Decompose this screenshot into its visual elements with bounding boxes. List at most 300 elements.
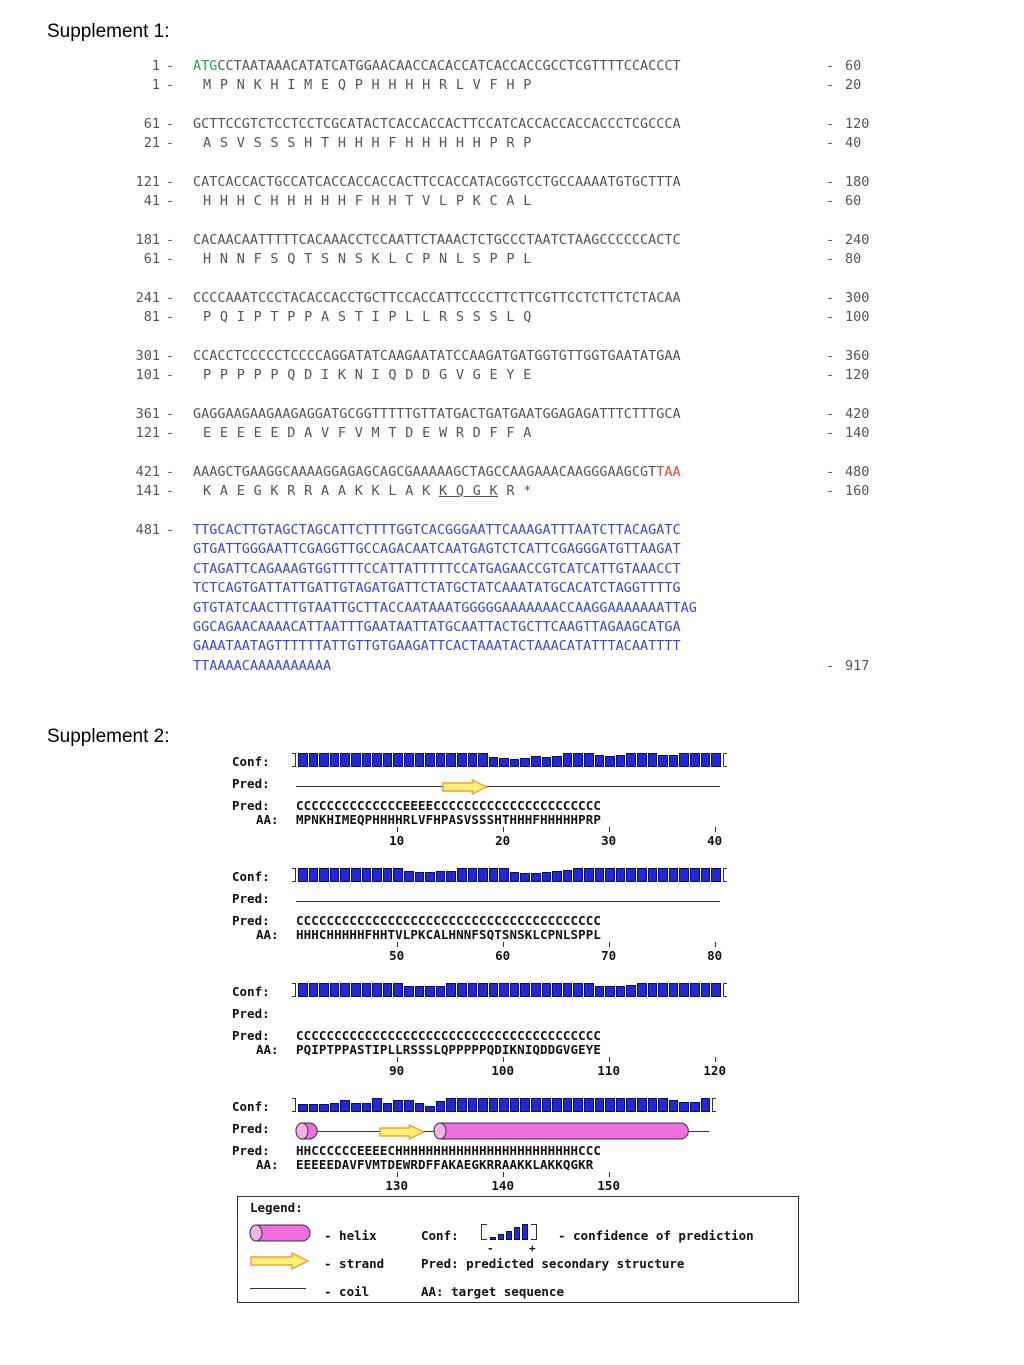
conf-bracket: [292, 983, 296, 997]
nucleotide-text: CATCACCACTGCCATCACCACCACCACTTCCACCATACGGTCCTGCCAAAATGTGCTTTA: [193, 174, 681, 190]
aa-label: AA:: [256, 1042, 279, 1057]
confidence-segment: [520, 873, 530, 882]
dash: -: [166, 425, 175, 441]
confidence-segment: [436, 986, 446, 997]
tick-label: 70: [601, 948, 617, 963]
tick-label: 40: [707, 833, 723, 848]
tick-mark: [397, 827, 398, 832]
confidence-segment: [362, 753, 372, 767]
coil-line: [296, 901, 720, 902]
dash: -: [166, 464, 175, 480]
legend-conf-desc: - confidence of prediction: [558, 1228, 754, 1243]
sequence-row-pair: [0, 113, 1024, 171]
confidence-segment: [457, 868, 467, 882]
confidence-segment: [605, 868, 615, 882]
pred-label: Pred:: [232, 1121, 270, 1136]
aa-start-number: 81: [143, 309, 160, 325]
confidence-segment: [520, 758, 530, 767]
tick-mark: [503, 827, 504, 832]
nt-end-number: 60: [845, 58, 862, 74]
confidence-segment: [510, 983, 520, 997]
nucleotide-sequence: [193, 115, 681, 134]
confidence-segment: [679, 868, 689, 882]
confidence-segment: [648, 868, 658, 882]
nucleotide-text: CACAACAATTTTTCACAAACCTCCAATTCTAAACTCTGCCCTAATCTAAGCCCCCCACTC: [193, 232, 681, 248]
conf-label: Conf:: [232, 869, 270, 884]
confidence-segment: [701, 1098, 711, 1112]
pred-label: Pred:: [232, 913, 270, 928]
conf-bracket: [292, 1098, 296, 1112]
dash: -: [826, 309, 835, 325]
nt-end-number: 180: [845, 174, 870, 190]
confidence-segment: [362, 868, 372, 882]
pred-label: Pred:: [232, 891, 270, 906]
legend-plus: +: [529, 1242, 536, 1255]
confidence-segment: [372, 753, 382, 767]
confidence-segment: [690, 753, 700, 767]
confidence-segment: [552, 983, 562, 997]
confidence-segment: [489, 983, 499, 997]
confidence-segment: [393, 753, 403, 767]
tick-label: 10: [389, 833, 405, 848]
tick-mark: [715, 827, 716, 832]
tick-label: 100: [491, 1063, 514, 1078]
dash: -: [166, 174, 175, 190]
dash: -: [826, 464, 835, 480]
tick-mark: [503, 942, 504, 947]
amino-acid-sequence: [203, 482, 532, 501]
aa-start-number: 41: [143, 193, 160, 209]
confidence-segment: [478, 753, 488, 767]
confidence-scale-icon: [481, 1224, 537, 1240]
confidence-segment: [372, 983, 382, 997]
confidence-segment: [637, 983, 647, 997]
conf-bracket: [292, 753, 296, 767]
tick-mark: [397, 942, 398, 947]
confidence-segment: [362, 983, 372, 997]
confidence-segment: [584, 1098, 594, 1112]
confidence-segment: [468, 753, 478, 767]
confidence-segment: [552, 756, 562, 767]
amino-acid-text: R *: [497, 483, 532, 499]
confidence-segment: [309, 868, 319, 882]
helix-cylinder-icon: [432, 1121, 690, 1141]
aa-label: AA:: [256, 812, 279, 827]
dash: -: [166, 406, 175, 422]
confidence-segment: [658, 868, 668, 882]
utr-sequence: [193, 521, 697, 676]
confidence-segment: [637, 868, 647, 882]
dash: -: [826, 77, 835, 93]
dash: -: [826, 425, 835, 441]
tick-label: 30: [601, 833, 617, 848]
tick-mark: [397, 1057, 398, 1062]
confidence-segment: [658, 983, 668, 997]
confidence-segment: [478, 1098, 488, 1112]
confidence-segment: [330, 753, 340, 767]
dash: -: [826, 193, 835, 209]
nucleotide-sequence: [193, 289, 681, 308]
confidence-segment: [298, 753, 308, 767]
amino-acid-text: H N N F S Q T S N S K L C P N L S P P L: [203, 251, 532, 267]
nucleotide-text: CCTAATAAACATATCATGGAACAACCACACCATCACCACCGCCTCGTTTTCCACCCT: [217, 58, 681, 74]
conf-label: Conf:: [232, 1099, 270, 1114]
tick-mark: [715, 942, 716, 947]
confidence-segment: [319, 983, 329, 997]
conf-label: Conf:: [232, 984, 270, 999]
aa-label: AA:: [256, 927, 279, 942]
nt-start-number: 121: [135, 174, 160, 190]
confidence-segment: [436, 753, 446, 767]
confidence-segment: [446, 1098, 456, 1112]
confidence-segment: [648, 753, 658, 767]
conf-bracket: [723, 983, 727, 997]
sequence-table: [0, 55, 1024, 674]
nucleotide-sequence: [193, 173, 681, 192]
legend-title: Legend:: [250, 1200, 303, 1215]
utr-line: GGCAGAACAAAACATTAATTTGAATAATTATGCAATTACTGCTTCAAGTTAGAAGCATGA: [193, 619, 681, 636]
utr-line: GTGATTGGGAATTCGAGGTTGCCAGACAATCAATGAGTCTCATTCGAGGGATGTTAAGAT: [193, 541, 681, 558]
amino-acid-text: P Q I P T P P A S T I P L L R S S S L Q: [203, 309, 532, 325]
utr-line: TTAAAACAAAAAAAAAA: [193, 657, 332, 674]
dash: -: [166, 116, 175, 132]
confidence-segment: [520, 983, 530, 997]
confidence-segment: [531, 756, 541, 767]
predicted-ss-string: CCCCCCCCCCCCCCEEEECCCCCCCCCCCCCCCCCCCCCC: [296, 798, 602, 813]
confidence-segment: [531, 873, 541, 882]
confidence-segment: [616, 755, 626, 767]
legend-helix-label: - helix: [324, 1228, 377, 1243]
tick-label: 60: [495, 948, 511, 963]
confidence-segment: [499, 868, 509, 882]
dash: -: [826, 58, 835, 74]
dash: -: [826, 657, 835, 674]
confidence-segment: [404, 871, 414, 882]
confidence-segment: [510, 1098, 520, 1112]
confidence-segment: [542, 872, 552, 882]
confidence-segment: [436, 1101, 446, 1112]
confidence-segment: [584, 868, 594, 882]
dash: -: [166, 77, 175, 93]
dash: -: [826, 483, 835, 499]
amino-acid-text: M P N K H I M E Q P H H H H R L V F H P: [203, 77, 532, 93]
confidence-segment: [563, 753, 573, 767]
utr-line: GTGTATCAACTTTGTAATTGCTTACCAATAAATGGGGGAAAAAAACCAAGGAAAAAAATTAG: [193, 599, 697, 616]
amino-acid-text: K A E G K R R A A K K L A K: [203, 483, 439, 499]
psipred-block: [232, 750, 752, 862]
confidence-segment: [489, 757, 499, 767]
confidence-segment: [415, 1103, 425, 1112]
start-codon: ATG: [193, 58, 218, 74]
target-sequence-string: HHHCHHHHHFHHTVLPKCALHNNFSQTSNSKLCPNLSPPL: [296, 927, 602, 942]
sequence-row-pair: [0, 403, 1024, 461]
sequence-row-pair: [0, 287, 1024, 345]
aa-end-number: 120: [845, 367, 870, 383]
confidence-segment: [404, 753, 414, 767]
tick-mark: [609, 1057, 610, 1062]
nt-start-number: 361: [135, 406, 160, 422]
nuclear-localization-motif: K Q G K: [438, 483, 498, 499]
legend-minus: -: [487, 1242, 494, 1255]
dash: -: [166, 483, 175, 499]
nucleotide-sequence: [193, 57, 681, 76]
dash: -: [166, 251, 175, 267]
confidence-segment: [584, 983, 594, 997]
confidence-segment: [679, 1102, 689, 1112]
psipred-block: [232, 1095, 752, 1207]
confidence-segment: [446, 983, 456, 997]
dash: -: [166, 522, 175, 538]
amino-acid-sequence: [203, 76, 532, 95]
dash: -: [826, 251, 835, 267]
tick-mark: [397, 1172, 398, 1177]
predicted-ss-string: CCCCCCCCCCCCCCCCCCCCCCCCCCCCCCCCCCCCCCCC: [296, 913, 602, 928]
confidence-segment: [701, 868, 711, 882]
aa-end-number: 20: [845, 77, 862, 93]
strand-legend-icon: [250, 1252, 310, 1270]
confidence-segment: [457, 1098, 467, 1112]
confidence-segment: [372, 1098, 382, 1112]
strand-arrow-icon: [379, 1124, 425, 1140]
confidence-segment: [309, 1104, 319, 1112]
amino-acid-sequence: [203, 308, 532, 327]
confidence-segment: [552, 1098, 562, 1112]
confidence-segment: [679, 983, 689, 997]
target-sequence-string: EEEEEDAVFVMTDEWRDFFAKAEGKRRAAKKLAKKQGKR: [296, 1157, 594, 1172]
dash: -: [826, 174, 835, 190]
predicted-ss-string: CCCCCCCCCCCCCCCCCCCCCCCCCCCCCCCCCCCCCCCC: [296, 1028, 602, 1043]
confidence-segment: [319, 868, 329, 882]
confidence-segment: [679, 753, 689, 767]
confidence-segment: [468, 868, 478, 882]
nucleotide-sequence: [193, 463, 681, 482]
legend-strand-label: - strand: [324, 1256, 385, 1271]
helix-cylinder-icon: [294, 1121, 319, 1141]
confidence-segment: [404, 1100, 414, 1112]
utr-start-number: 481: [135, 522, 160, 538]
nucleotide-sequence: [193, 347, 681, 366]
dash: -: [826, 348, 835, 364]
confidence-segment: [351, 983, 361, 997]
confidence-segment: [457, 983, 467, 997]
tick-mark: [609, 942, 610, 947]
dash: -: [826, 406, 835, 422]
confidence-segment: [626, 985, 636, 997]
confidence-segment: [595, 868, 605, 882]
confidence-segment: [563, 1098, 573, 1112]
legend-pred-desc: Pred: predicted secondary structure: [421, 1256, 685, 1271]
confidence-segment: [415, 872, 425, 882]
confidence-segment: [415, 753, 425, 767]
confidence-segment: [690, 868, 700, 882]
confidence-segment: [415, 986, 425, 997]
confidence-segment: [542, 1098, 552, 1112]
confidence-segment: [595, 986, 605, 997]
pred-label: Pred:: [232, 776, 270, 791]
confidence-segment: [499, 758, 509, 767]
confidence-segment: [531, 983, 541, 997]
dash: -: [166, 135, 175, 151]
confidence-segment: [669, 755, 679, 767]
dash: -: [826, 290, 835, 306]
confidence-segment: [595, 1098, 605, 1112]
confidence-segment: [340, 983, 350, 997]
confidence-segment: [542, 983, 552, 997]
tick-label: 80: [707, 948, 723, 963]
supplement-2-title: Supplement 2:: [47, 726, 170, 747]
dash: -: [166, 290, 175, 306]
tick-mark: [609, 1172, 610, 1177]
tick-mark: [609, 827, 610, 832]
confidence-segment: [552, 871, 562, 882]
pred-label: Pred:: [232, 1143, 270, 1158]
confidence-segment: [425, 1106, 435, 1112]
amino-acid-text: A S V S S S H T H H H F H H H H H P R P: [203, 135, 532, 151]
confidence-segment: [340, 753, 350, 767]
aa-end-number: 80: [845, 251, 862, 267]
dash: -: [826, 135, 835, 151]
confidence-segment: [425, 872, 435, 882]
tick-label: 90: [389, 1063, 405, 1078]
confidence-segment: [669, 1100, 679, 1112]
nt-start-number: 421: [135, 464, 160, 480]
confidence-segment: [605, 756, 615, 767]
sequence-row-pair: [0, 345, 1024, 403]
nt-start-number: 61: [143, 116, 160, 132]
confidence-bar: [292, 868, 727, 882]
confidence-segment: [669, 868, 679, 882]
nucleotide-text: CCCCAAATCCCTACACCACCTGCTTCCACCATTCCCCTTCTTCGTTCCTCTTCTCTACAA: [193, 290, 681, 306]
nt-start-number: 181: [135, 232, 160, 248]
nucleotide-sequence: [193, 231, 681, 250]
confidence-segment: [478, 983, 488, 997]
conf-bracket: [723, 868, 727, 882]
confidence-segment: [446, 753, 456, 767]
confidence-segment: [351, 753, 361, 767]
confidence-segment: [616, 986, 626, 997]
confidence-segment: [531, 1098, 541, 1112]
confidence-segment: [690, 983, 700, 997]
confidence-segment: [616, 868, 626, 882]
legend-aa-desc: AA: target sequence: [421, 1284, 564, 1299]
confidence-segment: [425, 753, 435, 767]
dash: -: [166, 367, 175, 383]
confidence-segment: [425, 986, 435, 997]
amino-acid-sequence: [203, 366, 532, 385]
sequence-row-pair: [0, 55, 1024, 113]
dash: -: [826, 367, 835, 383]
aa-end-number: 60: [845, 193, 862, 209]
tick-label: 120: [703, 1063, 726, 1078]
nt-end-number: 300: [845, 290, 870, 306]
amino-acid-text: E E E E E D A V F V M T D E W R D F F A: [203, 425, 532, 441]
nucleotide-text: AAAGCTGAAGGCAAAAGGAGAGCAGCGAAAAAGCTAGCCAAGAAACAAGGGAAGCGT: [193, 464, 657, 480]
confidence-segment: [595, 755, 605, 767]
confidence-segment: [393, 983, 403, 997]
nt-end-number: 120: [845, 116, 870, 132]
confidence-segment: [468, 1098, 478, 1112]
confidence-segment: [605, 1098, 615, 1112]
target-sequence-string: PQIPTPPASTIPLLRSSSLQPPPPPQDIKNIQDDGVGEYE: [296, 1042, 602, 1057]
coil-line: [296, 786, 720, 787]
conf-label: Conf:: [232, 754, 270, 769]
confidence-segment: [351, 868, 361, 882]
confidence-segment: [510, 872, 520, 882]
confidence-segment: [383, 868, 393, 882]
confidence-bar: [292, 983, 727, 997]
confidence-segment: [669, 983, 679, 997]
amino-acid-text: H H H C H H H H H F H H T V L P K C A L: [203, 193, 532, 209]
confidence-segment: [637, 1098, 647, 1112]
dash: -: [166, 193, 175, 209]
confidence-bar: [292, 1098, 716, 1112]
confidence-segment: [637, 753, 647, 767]
confidence-segment: [658, 755, 668, 767]
tick-mark: [503, 1172, 504, 1177]
dash: -: [826, 232, 835, 248]
confidence-segment: [489, 868, 499, 882]
nt-end-number: 480: [845, 464, 870, 480]
psipred-legend: [237, 1196, 799, 1303]
confidence-segment: [701, 983, 711, 997]
utr-line: TTGCACTTGTAGCTAGCATTCTTTTGGTCACGGGAATTCAAAGATTTAATCTTACAGATC: [193, 522, 681, 538]
aa-start-number: 141: [135, 483, 160, 499]
amino-acid-text: P P P P P Q D I K N I Q D D G V G E Y E: [203, 367, 532, 383]
amino-acid-sequence: [203, 134, 532, 153]
tick-mark: [715, 1057, 716, 1062]
confidence-segment: [499, 1098, 509, 1112]
tick-label: 150: [597, 1178, 620, 1193]
confidence-segment: [626, 753, 636, 767]
coil-legend-icon: [250, 1288, 306, 1289]
amino-acid-sequence: [203, 250, 532, 269]
confidence-segment: [478, 868, 488, 882]
dash: -: [826, 116, 835, 132]
aa-start-number: 61: [143, 251, 160, 267]
pred-label: Pred:: [232, 798, 270, 813]
aa-end-number: 100: [845, 309, 870, 325]
confidence-segment: [340, 1100, 350, 1112]
pred-label: Pred:: [232, 1006, 270, 1021]
sequence-row-pair: [0, 461, 1024, 519]
strand-arrow-icon: [442, 779, 488, 795]
nt-start-number: 301: [135, 348, 160, 364]
tick-label: 50: [389, 948, 405, 963]
predicted-ss-string: HHCCCCCCEEEECHHHHHHHHHHHHHHHHHHHHHHHHCCC: [296, 1143, 602, 1158]
confidence-segment: [330, 1103, 340, 1112]
confidence-segment: [499, 983, 509, 997]
conf-bracket: [712, 1098, 716, 1112]
tick-label: 110: [597, 1063, 620, 1078]
sequence-row-pair: [0, 229, 1024, 287]
confidence-segment: [383, 1103, 393, 1112]
confidence-segment: [626, 1098, 636, 1112]
nucleotide-text: GCTTCCGTCTCCTCCTCGCATACTCACCACCACTTCCATCACCACCACCACCCTCGCCCA: [193, 116, 681, 132]
confidence-segment: [446, 871, 456, 882]
confidence-segment: [626, 868, 636, 882]
tick-label: 20: [495, 833, 511, 848]
confidence-segment: [573, 753, 583, 767]
pred-label: Pred:: [232, 1028, 270, 1043]
confidence-segment: [701, 753, 711, 767]
confidence-segment: [319, 753, 329, 767]
legend-coil-label: - coil: [324, 1284, 370, 1299]
dash: -: [166, 309, 175, 325]
nt-end-number: 240: [845, 232, 870, 248]
aa-start-number: 101: [135, 367, 160, 383]
aa-end-number: 160: [845, 483, 870, 499]
confidence-segment: [309, 753, 319, 767]
